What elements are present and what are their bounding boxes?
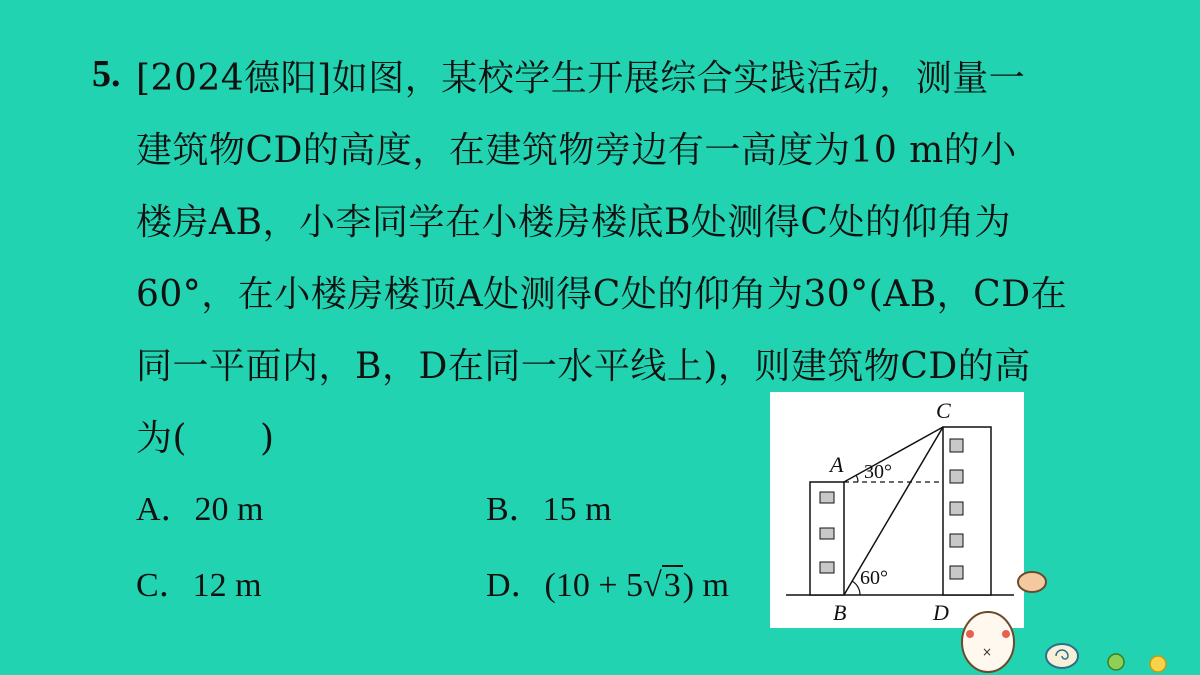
question-line-2: 建筑物CD的高度，在建筑物旁边有一高度为10 m的小 [136, 130, 1017, 171]
sight-line-ac [844, 427, 943, 482]
label-c: C [936, 398, 951, 423]
angle-arc-a [856, 475, 858, 482]
sqrt-symbol: √3 [643, 567, 681, 604]
label-d: D [933, 600, 949, 625]
angle-label-60: 60° [860, 567, 888, 589]
question-line-1: [2024德阳]如图，某校学生开展综合实践活动，测量一 [136, 58, 1026, 99]
window [820, 492, 834, 503]
cartoon-nose [966, 630, 974, 638]
window [820, 528, 834, 539]
window [950, 502, 963, 515]
option-b[interactable]: B．15 m [486, 491, 612, 528]
cartoon-nose [1002, 630, 1010, 638]
option-d-prefix: D．(10 + 5 [486, 567, 644, 604]
window [950, 439, 963, 452]
label-b: B [833, 600, 847, 625]
question-number: 5. [92, 53, 121, 95]
cartoon-ear [1018, 572, 1046, 592]
option-d[interactable] [486, 562, 729, 610]
cartoon-character [962, 612, 1014, 672]
question-line-6: 为( ) [136, 418, 275, 459]
angle-label-30: 30° [864, 461, 892, 483]
window [820, 562, 834, 573]
sight-line-bc [844, 427, 943, 595]
flower-icon [1108, 654, 1124, 670]
window [950, 470, 963, 483]
svg-text:×: × [982, 645, 993, 659]
angle-arc-b [852, 581, 860, 595]
option-d-radicand: 3 [663, 567, 681, 604]
option-c[interactable]: C．12 m [136, 567, 262, 604]
label-a: A [830, 452, 844, 477]
window [950, 534, 963, 547]
cartoon-decoration [940, 560, 1190, 675]
option-a[interactable]: A．20 m [136, 491, 264, 528]
question-line-4: 60°，在小楼房楼顶A处测得C处的仰角为30°(AB，CD在 [136, 274, 1068, 315]
question-line-5: 同一平面内，B，D在同一水平线上)，则建筑物CD的高 [136, 346, 1031, 387]
flower-icon [1150, 656, 1166, 672]
option-d-suffix: ) m [682, 567, 730, 604]
question-line-3: 楼房AB，小李同学在小楼房楼底B处测得C处的仰角为 [136, 202, 1011, 243]
